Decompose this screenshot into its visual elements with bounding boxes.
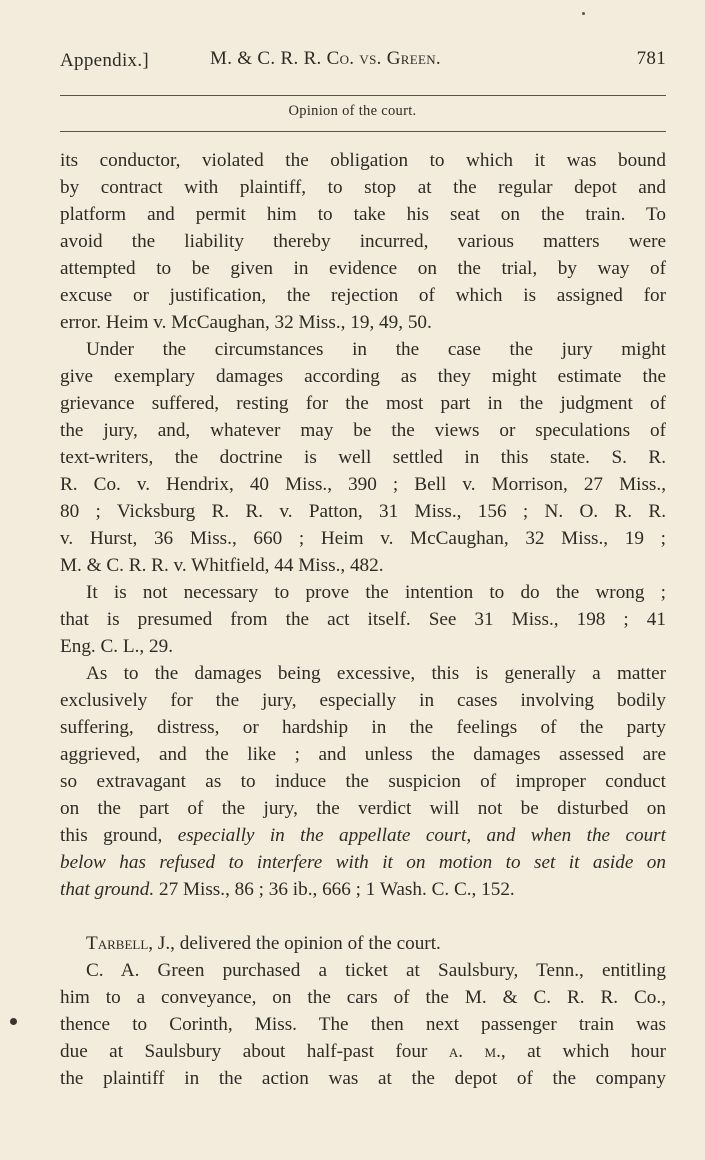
text-line: M. & C. R. R. v. Whitfield, 44 Miss., 482. <box>60 555 384 576</box>
text-line: its conductor, violated the obligation to which it was bound <box>60 150 666 171</box>
case-title: M. & C. R. R. Co. vs. Green. <box>210 48 441 69</box>
section-subhead: Opinion of the court. <box>288 103 417 119</box>
text-line: the plaintiff in the action was at the depot of the company <box>60 1068 666 1089</box>
running-head <box>60 46 666 76</box>
italic-run: below has refused to interfere with it on motion to set it aside on <box>60 852 666 873</box>
text-line: attempted to be given in evidence on the trial, by way of <box>60 258 666 279</box>
italic-run: that ground. <box>60 879 155 900</box>
text-line: R. Co. v. Hendrix, 40 Miss., 390 ; Bell v. Morrison, 27 Miss., <box>60 474 666 495</box>
text-line: him to a conveyance, on the cars of the M. & C. R. R. Co., <box>60 987 666 1008</box>
text-line: grievance suffered, resting for the most part in the judgment of <box>60 393 666 414</box>
text-line: avoid the liability thereby incurred, various matters were <box>60 231 666 252</box>
page-number: 781 <box>636 48 666 69</box>
text-line-mixed <box>60 822 666 849</box>
opinion-text <box>60 147 666 1092</box>
text-line: text-writers, the doctrine is well settled in this state. S. R. <box>60 447 666 468</box>
text-run: , at which hour <box>500 1041 666 1062</box>
text-line: It is not necessary to prove the intention to do the wrong ; <box>86 582 666 603</box>
text-line: the jury, and, whatever may be the views or speculations of <box>60 420 666 441</box>
text-line: on the part of the jury, the verdict will not be disturbed on <box>60 798 666 819</box>
text-line: 80 ; Vicksburg R. R. v. Patton, 31 Miss., 156 ; N. O. R. R. <box>60 501 666 522</box>
text-line-mixed <box>60 1038 666 1065</box>
text-line: give exemplary damages according as they might estimate the <box>60 366 666 387</box>
time-abbrev: a. m. <box>448 1041 501 1062</box>
margin-bullet <box>10 1018 17 1025</box>
text-line: so extravagant as to induce the suspicion of improper conduct <box>60 771 666 792</box>
text-run: this ground, <box>60 825 178 846</box>
header-rule-top <box>60 95 666 96</box>
text-line: suffering, distress, or hardship in the feelings of the party <box>60 717 666 738</box>
judge-name: Tarbell <box>86 933 149 954</box>
text-run: 27 Miss., 86 ; 36 ib., 666 ; 1 Wash. C. C., 152. <box>154 879 515 900</box>
text-line: exclusively for the jury, especially in cases involving bodily <box>60 690 666 711</box>
italic-run: especially in the appellate court, and when the court <box>177 825 666 846</box>
text-line: C. A. Green purchased a ticket at Saulsbury, Tenn., entitling <box>86 960 666 981</box>
text-line: excuse or justification, the rejection of which is assigned for <box>60 285 666 306</box>
ink-speck <box>582 12 585 15</box>
section-label: Appendix.] <box>60 50 150 71</box>
text-line: v. Hurst, 36 Miss., 660 ; Heim v. McCaughan, 32 Miss., 19 ; <box>60 528 666 549</box>
text-line: error. Heim v. McCaughan, 32 Miss., 19, 49, 50. <box>60 312 432 333</box>
text-line: Eng. C. L., 29. <box>60 636 173 657</box>
opinion-heading <box>60 930 666 957</box>
text-run: , J., delivered the opinion of the court. <box>148 933 441 954</box>
text-run: due at Saulsbury about half-past four <box>60 1041 449 1062</box>
text-line: by contract with plaintiff, to stop at the regular depot and <box>60 177 666 198</box>
text-line: that is presumed from the act itself. See 31 Miss., 198 ; 41 <box>60 609 666 630</box>
text-line-mixed <box>60 876 666 903</box>
text-line: thence to Corinth, Miss. The then next passenger train was <box>60 1014 666 1035</box>
text-line-italic <box>60 849 666 876</box>
text-line: As to the damages being excessive, this is generally a matter <box>86 663 666 684</box>
text-line: platform and permit him to take his seat on the train. To <box>60 204 666 225</box>
text-line: Under the circumstances in the case the jury might <box>86 339 666 360</box>
header-rule-bottom <box>60 131 666 132</box>
text-line: aggrieved, and the like ; and unless the damages assessed are <box>60 744 666 765</box>
